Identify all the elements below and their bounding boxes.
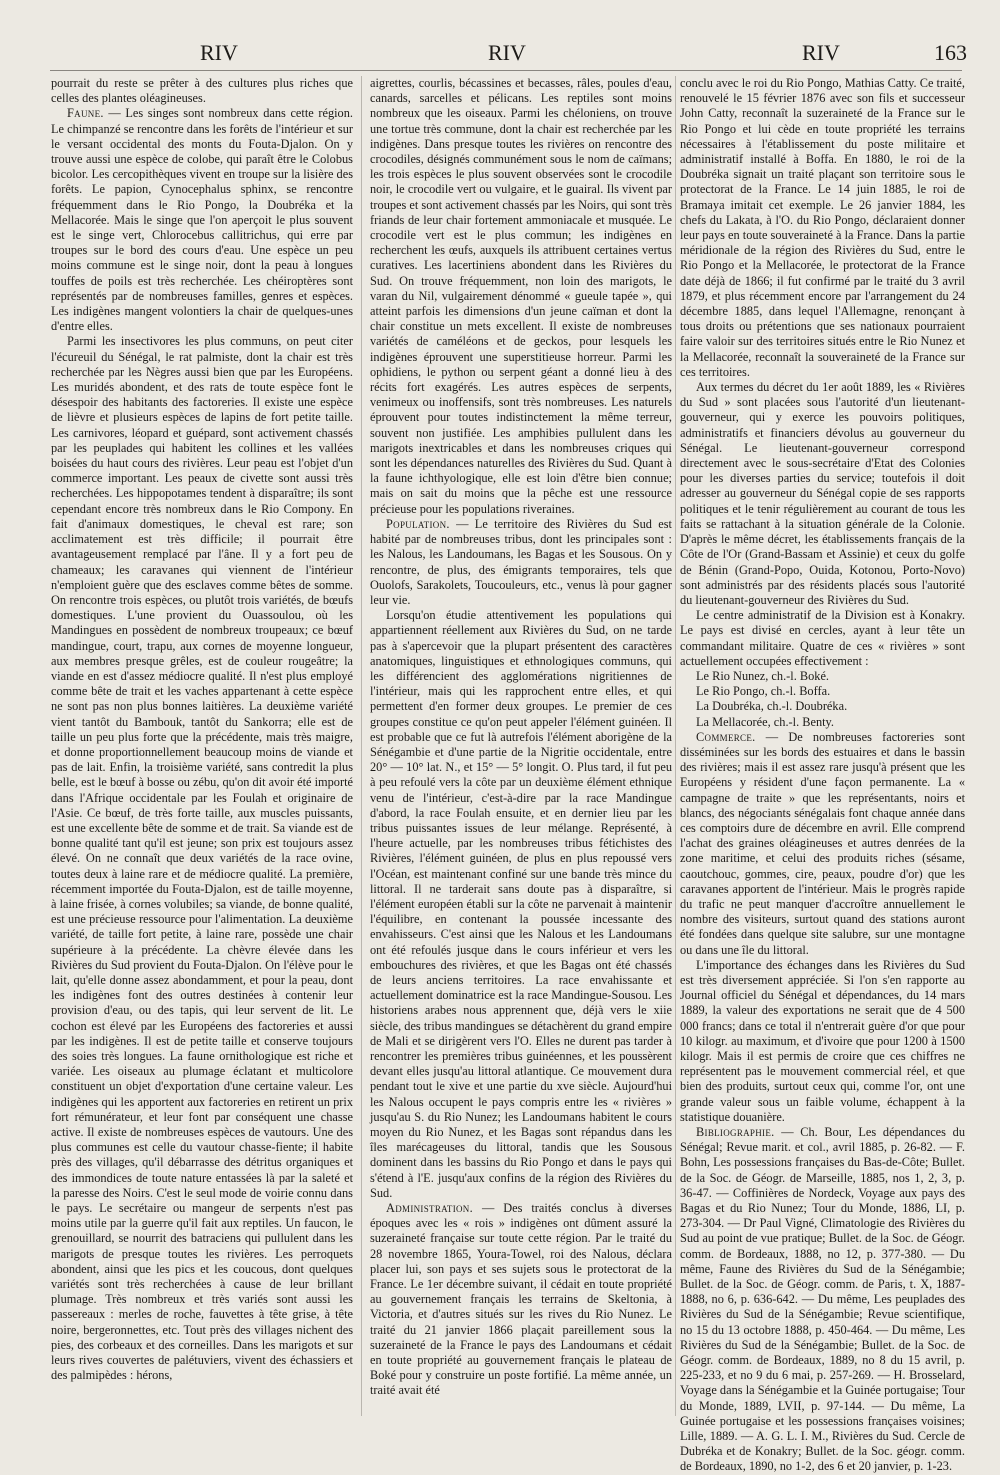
paragraph-text: Le centre administratif de la Division est à Konakry. Le pays est divisé en cercles, ayant à leur tête un commandant militaire. Quatre de ces « rivières » sont actuellement occupées effectivement :	[680, 608, 965, 668]
header-right-word: RIV	[802, 40, 840, 65]
paragraph	[680, 608, 965, 669]
paragraph-text: — Des traités conclus à diverses époques avec les « rois » indigènes ont dûment assuré la suzeraineté française sur toute cette région. Par le traité du 28 novembre 1865, Youra-Towel, roi des Nalous, déclara placer lui, son pays et ses sujets sous le protectorat de la France. Le 1er décembre suivant, il cédait en toute propriété au gouvernement français les terrains de Skeltonia, à Victoria, et d'autres situés sur les rives du Rio Nunez. Le traité du 21 janvier 1866 plaçait pareillement sous la suzeraineté de la France le pays des Landoumans et cédait en toute propriété au gouvernement français le plateau de Boké pour y construire un poste fortifié. La même année, un traité avait été	[370, 1201, 672, 1398]
running-header	[0, 40, 1000, 70]
section-heading: Faune.	[67, 106, 104, 121]
paragraph	[680, 684, 965, 699]
text-column-1	[51, 76, 353, 1426]
paragraph	[680, 1125, 965, 1475]
paragraph-text: pourrait du reste se prêter à des cultures plus riches que celles des plantes oléagineuses.	[51, 76, 353, 106]
paragraph-text: Parmi les insectivores les plus communs, on peut citer l'écureuil du Sénégal, le rat palmiste, dont la chair est très recherchée par les Nègres aussi bien que par les Européens. Les muridés abondent, et des rats de toute espèce font le désespoir des habitants des factoreries. Il existe une espèce de lièvre et plusieurs espèces de lapins de fort petite taille. Les carnivores, léopard et guépard, sont activement chassés par les peuplades qui habitent les collines et les vallées boisées du haut cours des rivières. Leur peau est l'objet d'un commerce important. Les peaux de civette sont aussi très recherchées. Les hippopotames tendent à disparaître; ils sont cependant encore très nombreux dans le Rio Compony. En fait d'animaux domestiques, le cheval est rare; son acclimatement est très difficile; il pourrait être avantageusement remplacé par l'âne. Il y a fort peu de chameaux; les caravanes qui viennent de l'intérieur n'emploient guère que des esclaves comme bêtes de somme. On rencontre trois espèces, ou plutôt trois variétés, de bœufs domestiques. L'une provient du Ouassoulou, où les Mandingues en possèdent de nombreux troupeaux; ce bœuf mandingue, court, trapu, aux cornes de moyenne longueur, aux membres presque grêles, est de couleur rougeâtre; la viande en est d'assez médiocre qualité. Il n'est plus employé comme bête de trait et les vaches appartenant à cette espèce ne sont pas non plus bonnes laitières. La deuxième variété vient tantôt du Bambouk, tantôt du Sankorra; elle est de taille un peu plus forte que la précédente, mais très maigre, et donne proportionnellement beaucoup moins de viande et pas de lait. Enfin, la troisième variété, sans contredit la plus belle, est le bœuf à bosse ou zébu, qu'on dit avoir été importé dans l'Afrique occidentale par les Foulah et originaire de l'Asie. Ce bœuf, de très forte taille, aux muscles puissants, est une excellente bête de somme et de trait. Sa viande est de bonne qualité tant qu'il est jeune; son prix est toujours assez élevé. On ne connaît que deux variétés de la race ovine, toutes deux à laine rare et de médiocre qualité. La première, récemment importée du Fouta-Djalon, est de taille moyenne, à laine frisée, à cornes volubiles; sa viande, de bonne qualité, est une précieuse ressource pour l'alimentation. La deuxième variété, de taille fort petite, à laine rare, possède une chair supérieure à la précédente. La chèvre élevée dans les Rivières du Sud provient du Fouta-Djalon. On l'élève pour le lait, qu'elle donne assez abondamment, et pour la peau, dont les indigènes font des outres destinées à contenir leur provision d'eau, ou des tapis, qui leur servent de lit. Le cochon est élevé par les Européens des factoreries et aussi par les indigènes. Il est de petite taille et conserve toujours des soies très longues. La faune ornithologique est riche et variée. Les oiseaux au plumage éclatant et multicolore constituent un objet d'exportation d'une certaine valeur. Les indigènes qui les apportent aux factoreries en retirent un prix fort rémunérateur, et leur font par conséquent une chasse active. Il existe de nombreuses espèces de vautours. Une des plus communes est celle du vautour chasse-fiente; il habite près des villages, qu'il débarrasse des détritus organiques et des immondices de toute nature entassées là par la saleté et la paresse des Noirs. C'est le seul mode de voirie connu dans le pays. Le secrétaire ou mangeur de serpents n'est pas moins utile par la guerre qu'il fait aux reptiles. Un faucon, le grenouillard, se nourrit des batraciens qui pullulent dans les marigots de presque toutes les rivières. Les perroquets abondent, ainsi que les pics et les coucous, dont quelques variétés sont très recherchées à cause de leur brillant plumage. Très nombreux et très variés sont aussi les passereaux : merles de roche, fauvettes à tête grise, à tête noire, bergeronnettes, etc. Tout près des villages nichent des pies, des corbeaux et des corneilles. Dans les marigots et sur leurs rives couvertes de palétuviers, vivent des échassiers et des palmipèdes : hérons,	[51, 334, 353, 1383]
paragraph	[680, 380, 965, 608]
paragraph	[51, 106, 353, 334]
column-divider	[361, 76, 362, 1416]
header-center-word: RIV	[488, 40, 526, 65]
paragraph	[370, 76, 672, 517]
paragraph	[680, 958, 965, 1125]
paragraph-text: — Le territoire des Rivières du Sud est habité par de nombreuses tribus, dont les principales sont : les Nalous, les Landoumans, les Bagas et les Sousous. On y rencontre, de plus, des émigrants temporaires, tels que Ouolofs, Sarakolets, Toucouleurs, etc., venus là pour gagner leur vie.	[370, 516, 672, 607]
section-heading: Bibliographie.	[696, 1125, 775, 1140]
section-heading: Administration.	[386, 1201, 473, 1216]
paragraph-text: La Doubréka, ch.-l. Doubréka.	[696, 699, 848, 714]
paragraph	[51, 76, 353, 106]
paragraph-text: Aux termes du décret du 1er août 1889, les « Rivières du Sud » sont placées sous l'autorité d'un lieutenant-gouverneur, qui y exerce les pouvoirs politiques, administratifs et financiers dévolus au gouverneur du Sénégal. Le lieutenant-gouverneur correspond directement avec le sous-secrétaire d'Etat des Colonies pour les diverses parties du service; toutefois il doit adresser au gouverneur du Sénégal copie de ses rapports politiques et le tenir régulièrement au courant de tous les faits se rattachant à la situation générale de la Colonie. D'après le même décret, les établissements français de la Côte de l'Or (Grand-Bassam et Assinie) et ceux du golfe de Bénin (Grand-Popo, Ouida, Kotonou, Porto-Novo) sont administrés par des résidents placés sous l'autorité du lieutenant-gouverneur des Rivières du Sud.	[680, 380, 965, 607]
paragraph	[680, 699, 965, 714]
page-number: 163	[934, 40, 967, 65]
paragraph-text: aigrettes, courlis, bécassines et becasses, râles, poules d'eau, canards, sarcelles et pélicans. Les reptiles sont moins nombreux que les oiseaux. Parmi les chéloniens, on trouve une tortue très commune, dont la chair est recherchée par les indigènes. Dans presque toutes les rivières on rencontre des crocodiles, désignés communément sous le nom de caïmans; les trois espèces le plus souvent observées sont le crocodile noir, le crocodile vert ou vulgaire, et le guairal. Ils vivent par troupes et sont activement chassés par les Noirs, qui sont très friands de leur chair fortement ammoniacale et musquée. Le crocodile vert est le plus commun; les indigènes en recherchent les œufs, auxquels ils attribuent certaines vertus curatives. Les lacertiniens abondent dans les Rivières du Sud. On trouve fréquemment, non loin des marigots, le varan du Nil, vulgairement dénommé « gueule tapée », qui atteint parfois les dimensions d'un jeune caïman et dont la chair constitue un mets excellent. Il existe de nombreuses variétés de caméléons et de geckos, pour lesquels les indigènes éprouvent une superstitieuse horreur. Parmi les ophidiens, le python ou serpent géant a donné lieu à des récits fort exagérés. Les autres espèces de serpents, venimeux ou inoffensifs, sont très nombreuses. Les naturels éprouvent pour toutes indistinctement la même terreur, souvent non justifiée. Les amphibies pullulent dans les marigots inextricables et dans les nombreuses criques qui sont les dépendances naturelles des Rivières du Sud. Quant à la faune ichthyologique, elle est loin d'être bien connue; mais on sait du moins que la pêche est une ressource précieuse pour les populations riveraines.	[370, 76, 673, 516]
text-column-3	[680, 76, 965, 1474]
paragraph-text: — Ch. Bour, Les dépendances du Sénégal; Revue marit. et col., avril 1885, p. 26-82. — F. Bohn, Les possessions françaises du Bas-de-Côte; Bullet. de la Soc. de Géogr. de Marseille, 1885, nos 1, 2, 3, p. 36-47. — Coffinières de Nordeck, Voyage aux pays des Bagas et du Rio Nunez; Tour du Monde, 1886, LI, p. 273-304. — Dr Paul Vigné, Climatologie des Rivières du Sud au point de vue pratique; Bullet. de la Soc. de Géogr. comm. de Bordeaux, 1888, no 12, p. 377-380. — Du même, Faune des Rivières du Sud de la Sénégambie; Bullet. de la Soc. de Géogr. comm. de Paris, t. X, 1887-1888, no 6, p. 636-642. — Du même, Les peuplades des Rivières du Sud de la Sénégambie; Revue scientifique, no 15 du 13 octobre 1888, p. 450-464. — Du même, Les Rivières du Sud de la Sénégambie; Bullet. de la Soc. de Géogr. comm. de Bordeaux, 1889, no 8 du 15 avril, p. 225-233, et no 9 du 6 mai, p. 257-269. — H. Brosselard, Voyage dans la Sénégambie et la Guinée portugaise; Tour du Monde, 1889, LVII, p. 97-144. — Du même, La Guinée portugaise et les possessions françaises voisines; Lille, 1889. — A. G. L. I. M., Rivières du Sud. Cercle de Dubréka et de Konakry; Bullet. de la Soc. géogr. comm. de Bordeaux, 1890, no 1-2, des 6 et 20 janvier, p. 1-23.	[680, 1125, 965, 1474]
paragraph-text: L'importance des échanges dans les Rivières du Sud est très diversement appréciée. Si l'on s'en rapporte au Journal officiel du Sénégal et dépendances, du 14 mars 1889, la valeur des exportations ne serait que de 4 500 000 francs; dans ce total il n'entrerait guère d'or que pour 10 kilogr. au maximum, et d'ivoire que pour 1200 à 1500 kilogr. Mais il est permis de croire que ces chiffres ne représentent pas le mouvement commercial réel, et que bien des produits, surtout ceux qui, comme l'or, ont une grande valeur sous un faible volume, échappent à la statistique douanière.	[680, 957, 965, 1124]
text-column-2	[370, 76, 672, 1426]
paragraph-text: — De nombreuses factoreries sont disséminées sur les bords des estuaires et dans le bassin des rivières; mais il est assez rare jusqu'à présent que les Européens y résident d'une façon permanente. La « campagne de traite » que les représentants, noirs et blancs, des négociants sénégalais font chaque année dans ces comptoirs dure de décembre en avril. Elle comprend l'achat des graines oléagineuses et autres denrées de la zone maritime, et celui des produits riches (sésame, caoutchouc, gommes, cire, peaux, poudre d'or) que les caravanes apportent de l'intérieur. Mais le progrès rapide du trafic ne peut manquer d'accroître annuellement le nombre des visiteurs, surtout quand des stations auront été fondées dans quelque site salubre, sur une montagne ou dans une île du littoral.	[680, 729, 965, 957]
paragraph-text: Lorsqu'on étudie attentivement les populations qui appartiennent réellement aux Rivières du Sud, on ne tarde pas à s'apercevoir que la plupart présentent des caractères anatomiques, linguistiques et ethnologiques communs, qui les différencient des agglomérations nigritiennes de l'intérieur, mais qui les rapprochent entre elles, et qui permettent d'en former deux groupes. Le premier de ces groupes constitue ce qu'on peut appeler l'élément guinéen. Il est probable que ce fut là autrefois l'élément aborigène de la Sénégambie et d'une partie de la Nigritie occidentale, entre 20° — 10° lat. N., et 15° — 5° longit. O. Plus tard, il fut peu à peu refoulé vers la côte par un deuxième élément ethnique venu de l'intérieur, c'est-à-dire par la race Mandingue d'abord, la race Foulah ensuite, et en dernier lieu par les tribus puissantes issues de leur mélange. Représenté, à l'heure actuelle, par les nombreuses tribus fétichistes des Rivières, l'élément guinéen, de plus en plus repoussé vers l'Océan, est maintenant confiné sur une bande très mince du littoral. Il ne tarderait sans doute pas à disparaître, si l'élément européen établi sur la côte ne parvenait à maintenir l'équilibre, en contenant la poussée incessante des envahisseurs. C'est ainsi que les Nalous et les Landoumans ont été refoulés jusque dans le cours inférieur et vers les embouchures des rivières, et que les Bagas ont été chassés de leurs anciens territoires. La race envahissante et actuellement dominatrice est la race Mandingue-Sousou. Les historiens arabes nous apprennent que, déjà vers le xiie siècle, des tribus mandingues se détachèrent du grand empire de Mali et se dirigèrent vers l'O. Elles ne durent pas tarder à rencontrer les premières tribus guinéennes, et les poussèrent devant elles jusqu'au littoral atlantique. Ce mouvement dura pendant tout le xive et une partie du xve siècle. Aujourd'hui les Nalous occupent le pays compris entre les « rivières » jusqu'au S. du Rio Nunez; les Landoumans habitent le cours moyen du Rio Nunez, et les Bagas sont répandus dans les îles marécageuses du littoral, tandis que les Sousous dominent dans les bassins du Rio Pongo et dans le pays qui s'étend à l'E. jusqu'aux confins de la région des Rivières du Sud.	[370, 608, 672, 1200]
paragraph-text: conclu avec le roi du Rio Pongo, Mathias Catty. Ce traité, renouvelé le 15 février 1876 avec son fils et successeur John Catty, reconnaît la suzeraineté de la France sur le Rio Pongo et lui cède en toute propriété les terrains nécessaires à l'établissement du poste militaire et administratif installé à Boffa. En 1880, le roi de la Doubréka signait un traité plaçant son territoire sous le protectorat de la France. Le 14 juin 1885, le roi de Bramaya imitait cet exemple. Le 26 janvier 1884, les chefs du Lakata, à l'O. du Rio Pongo, déclaraient donner leur pays en toute souveraineté à la France. Dans la partie méridionale de la région des Rivières du Sud, entre le Rio Pongo et la Mellacorée, le protectorat de la France date déjà de 1866; il fut confirmé par le traité du 3 avril 1879, et plus récemment encore par l'arrangement du 24 décembre 1885, dans lequel l'Allemagne, renonçant à tous droits ou prétentions que ses nationaux pourraient faire valoir sur des territoires situés entre le Rio Nunez et la Mellacorée, reconnaît la souveraineté de la France sur ces territoires.	[680, 76, 965, 379]
paragraph	[680, 669, 965, 684]
paragraph	[370, 1201, 672, 1399]
section-heading: Commerce.	[696, 729, 756, 744]
header-rule	[50, 70, 962, 71]
paragraph-text: La Mellacorée, ch.-l. Benty.	[696, 714, 835, 729]
paragraph	[370, 608, 672, 1201]
paragraph-text: Le Rio Pongo, ch.-l. Boffa.	[696, 684, 831, 699]
paragraph-text: — Les singes sont nombreux dans cette région. Le chimpanzé se rencontre dans les forêts de l'intérieur et sur le versant occidental des monts du Fouta-Djalon. On y trouve aussi une espèce de colobe, qui paraît être le Colobus bicolor. Les cercopithèques vivent en troupe sur la lisière des forêts. Le papion, Cynocephalus sphinx, se rencontre fréquemment dans le Rio Pongo, la Doubréka et la Mellacorée. Mais le singe que l'on aperçoit le plus souvent est le singe vert, Chlorocebus callitrichus, qui erre par troupes sur le bord des cours d'eau. Une espèce un peu moins commune est le singe noir, dont la peau à longues touffes de poils est très recherchée. Les chéiroptères sont représentés par de nombreuses familles, genres et espèces. Les indigènes mangent volontiers la chair de quelques-unes d'entre elles.	[51, 106, 353, 334]
paragraph	[680, 730, 965, 958]
section-heading: Population.	[386, 516, 450, 531]
paragraph	[680, 76, 965, 380]
paragraph	[51, 334, 353, 1383]
header-left-word: RIV	[200, 40, 238, 65]
paragraph	[370, 517, 672, 608]
paragraph	[680, 715, 965, 730]
paragraph-text: Le Rio Nunez, ch.-l. Boké.	[696, 668, 830, 683]
column-divider	[675, 76, 676, 1416]
